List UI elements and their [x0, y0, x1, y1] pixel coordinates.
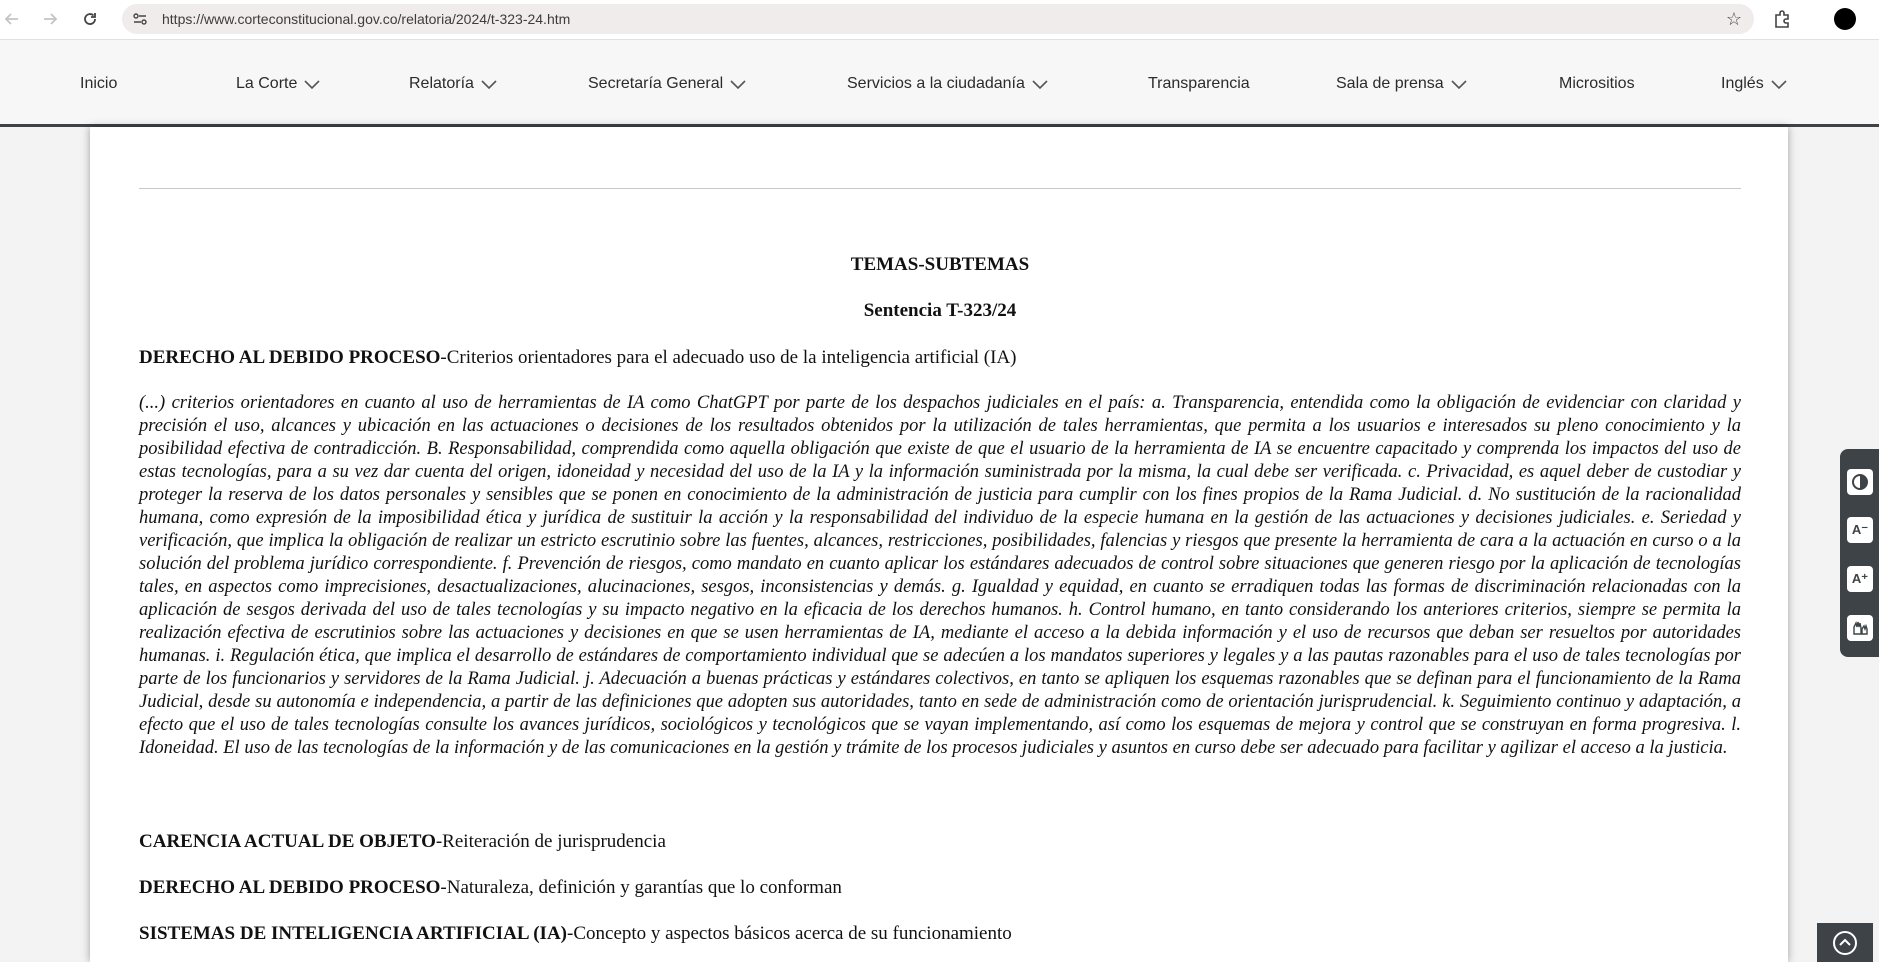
nav-item-la-corte[interactable] [236, 75, 321, 93]
contrast-icon [1851, 473, 1869, 491]
reload-button[interactable] [78, 7, 102, 31]
chevron-down-icon [729, 78, 747, 90]
topic-sistemas-ia [139, 922, 1741, 945]
nav-item-sala-de-prensa[interactable] [1336, 75, 1468, 93]
increase-text-icon: A⁺ [1851, 571, 1869, 586]
topic-debido-proceso-ia [139, 346, 1741, 369]
arrow-left-icon [4, 11, 20, 27]
chevron-down-icon [1450, 78, 1468, 90]
browser-toolbar [0, 0, 1879, 40]
nav-item-ingles[interactable] [1721, 75, 1788, 93]
url-text[interactable]: https://www.corteconstitucional.gov.co/relatoria/2024/t-323-24.htm [162, 11, 571, 27]
nav-item-inicio[interactable] [80, 75, 117, 93]
nav-item-label: Servicios a la ciudadanía [847, 75, 1025, 92]
sign-language-button[interactable] [1847, 615, 1873, 641]
quote-block: (...) criterios orientadores en cuanto al uso de herramientas de IA como ChatGPT por parte de los despachos judiciales en el país: a. Transparencia, entendida como la obligación de evidenciar con claridad y precisión el uso, alcances y ubicación en las actuaciones o decisiones de los resultados obtenidos por la utilización de tales herramientas, que permita a los usuarios e interesados su pleno conocimiento y la posibilidad efectiva de contradicción. B. Responsabilidad, comprendida como aquella obligación que existe de que el usuario de la herramienta de IA se encuentre capacitado y comprenda los impactos del uso de estas tecnologías, para a su vez dar cuenta del origen, idoneidad y necesidad del uso de la IA y la información suministrada por la misma, la cual debe ser verificada. c. Privacidad, es aquel deber de custodiar y proteger la reserva de los datos personales y sensibles que se ponen en conocimiento de la administración de justicia para cumplir con los fines propios de la Rama Judicial. d. No sustitución de la racionalidad humana, como expresión de la imposibilidad ética y jurídica de sustituir la acción y la responsabilidad del individuo de la especie humana en la gestión de las actuaciones y decisiones judiciales. e. Seriedad y verificación, que implica la obligación de realizar un estricto escrutinio sobre las fuentes, alcances, restricciones, posibilidades, falencias y riesgos que presente la herramienta de cara a la actuación en curso o a la solución del problema jurídico correspondiente. f. Prevención de riesgos, como mandato en cuanto aplicar los estándares adecuados de control sobre situaciones que generen riesgo por la aplicación de tecnologías tales, en aspectos como imprecisiones, desactualizaciones, alucinaciones, sesgos, inconsistencias y demás. g. Igualdad y equidad, en cuanto se erradiquen todas las formas de discriminación relacionadas con la aplicación de sesgos derivada del uso de tales tecnologías y su impacto negativo en la eficacia de los derechos humanos. h. Control humano, en tanto considerando los anteriores criterios, siempre se permita la realización efectiva de escrutinios sobre las actuaciones y decisiones en que se usen herramientas de IA, mediante el acceso a la debida información y el uso de recursos que deban ser resueltos por autoridades humanas. i. Regulación ética, que implica el desarrollo de estándares de comportamiento individual que se adecúen a los mandatos superiores y legales y a las pautas razonables para el uso de tales tecnologías por parte de los funcionarios y servidores de la Rama Judicial. j. Adecuación a buenas prácticas y estándares colectivos, en tanto se apliquen los esquemas razonables que se definan para el funcionamiento de la Rama Judicial, desde su autonomía e independencia, a partir de las definiciones que adopten sus autoridades, tanto en sede de administración como de orientación jurisprudencial. k. Seguimiento continuo y adaptación, a efecto que el uso de tales tecnologías consulte los avances jurídicos, sociológicos y tecnológicos que se vayan implementando, así como los esquemas de mejora y control que se construyan en forma progresiva. l. Idoneidad. El uso de las tecnologías de la información y de las comunicaciones en la gestión y trámite de los procesos judiciales y asuntos en curso debe ser adecuado para facilitar y agilizar el acceso a la justicia. [139, 393, 1741, 758]
address-bar[interactable] [122, 4, 1754, 34]
arrow-right-icon [42, 11, 58, 27]
decrease-text-icon: A⁻ [1851, 522, 1869, 537]
back-button[interactable] [0, 7, 24, 31]
chevron-down-icon [480, 78, 498, 90]
profile-avatar[interactable] [1834, 8, 1856, 30]
nav-item-label: Micrositios [1559, 75, 1635, 92]
extensions-icon[interactable] [1772, 9, 1792, 34]
nav-item-label: La Corte [236, 75, 298, 92]
site-settings-icon[interactable] [132, 11, 148, 32]
nav-item-label: Sala de prensa [1336, 75, 1444, 92]
nav-item-label: Inicio [80, 75, 118, 92]
topic-title: DERECHO AL DEBIDO PROCESO [139, 877, 441, 898]
contrast-button[interactable] [1847, 469, 1873, 495]
divider [139, 188, 1741, 189]
topic-title: SISTEMAS DE INTELIGENCIA ARTIFICIAL (IA) [139, 923, 568, 944]
topic-subtitle: -Criterios orientadores para el adecuado uso de la inteligencia artificial (IA) [440, 347, 1017, 368]
topic-subtitle: -Reiteración de jurisprudencia [435, 831, 666, 852]
arrow-up-circle-icon [1831, 929, 1859, 957]
decrease-text-button[interactable] [1847, 517, 1873, 543]
document-heading: TEMAS-SUBTEMAS [850, 254, 1030, 275]
increase-text-button[interactable] [1847, 566, 1873, 592]
sign-language-icon [1851, 619, 1869, 637]
topic-subtitle: -Naturaleza, definición y garantías que lo conforman [440, 877, 842, 898]
nav-item-secretaria-general[interactable] [588, 75, 747, 93]
topic-title: DERECHO AL DEBIDO PROCESO [139, 347, 441, 368]
nav-item-label: Relatoría [409, 75, 474, 92]
nav-item-label: Inglés [1721, 75, 1764, 92]
nav-item-label: Secretaría General [588, 75, 724, 92]
reload-icon [82, 11, 98, 27]
nav-item-relatoria[interactable] [409, 75, 498, 93]
accessibility-panel [1840, 449, 1879, 657]
chevron-down-icon [303, 78, 321, 90]
topic-debido-proceso-garantias [139, 876, 1741, 899]
nav-item-servicios-ciudadania[interactable] [847, 75, 1049, 93]
chevron-down-icon [1031, 78, 1049, 90]
nav-item-micrositios[interactable] [1559, 75, 1635, 93]
star-icon[interactable]: ☆ [1725, 9, 1742, 29]
nav-item-transparencia[interactable] [1148, 75, 1250, 93]
document-subheading: Sentencia T-323/24 [863, 300, 1017, 321]
topic-carencia-objeto [139, 830, 1741, 853]
topic-subtitle: -Concepto y aspectos básicos acerca de su funcionamiento [567, 923, 1012, 944]
nav-item-label: Transparencia [1148, 75, 1250, 92]
topic-title: CARENCIA ACTUAL DE OBJETO [139, 831, 436, 852]
site-navigation [0, 40, 1879, 127]
scroll-top-button[interactable] [1817, 923, 1873, 962]
chevron-down-icon [1770, 78, 1788, 90]
forward-button[interactable] [38, 7, 62, 31]
document-card [90, 127, 1788, 962]
